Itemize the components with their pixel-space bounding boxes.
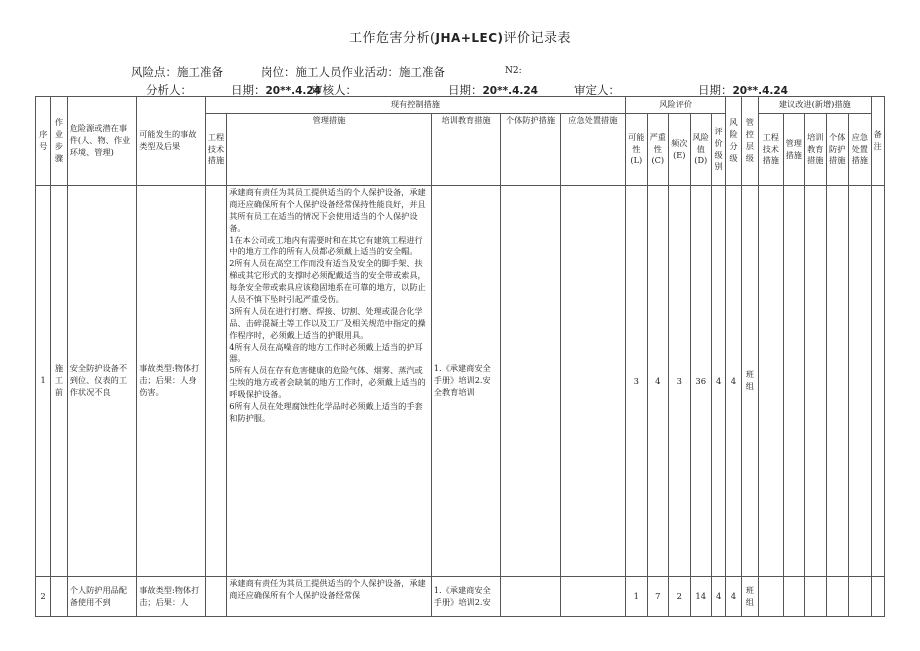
- analyst-label: 分析人：: [146, 83, 192, 97]
- row-ppe: [501, 186, 560, 577]
- row-step: [51, 577, 67, 617]
- col-hazard: 危险源或潜在事件(人、物、作业环境、管理): [67, 97, 137, 186]
- col-seq: 序号: [36, 97, 51, 186]
- row-l: 1: [626, 577, 647, 617]
- col-e: 频次(E): [669, 114, 690, 186]
- row-engineering: [205, 186, 226, 577]
- management-line: 6所有人员在处理腐蚀性化学品时必须戴上适当的手套和防护服。: [229, 401, 423, 423]
- row-d: 36: [690, 186, 711, 577]
- jha-table: [35, 96, 885, 617]
- row-s-ppe: [826, 186, 849, 577]
- row-s-engineering: [759, 577, 784, 617]
- date-3: 日期：20**.4.24: [698, 83, 788, 97]
- row-risk: 4: [726, 577, 741, 617]
- row-e: 2: [669, 577, 690, 617]
- col-s-ppe: 个体防护措施: [826, 114, 849, 186]
- row-ppe: [501, 577, 560, 617]
- col-s-training: 培训教育措施: [805, 114, 826, 186]
- col-d: 风险值(D): [690, 114, 711, 186]
- col-l: 可能性(L): [626, 114, 647, 186]
- col-training: 培训教育措施: [431, 114, 501, 186]
- row-hazard: 个人防护用品配备使用不到: [67, 577, 137, 617]
- date-1: 日期：20**.4.24: [231, 83, 321, 97]
- row-control: 班组: [741, 577, 758, 617]
- row-l: 3: [626, 186, 647, 577]
- management-line: 3所有人员在进行打磨、焊接、切割、处理或混合化学品、击碎混凝土等工作以及工厂及相关规范中指定的操作程序时，必须戴上适当的护眼用具。: [229, 305, 426, 340]
- row-eval: 4: [711, 186, 725, 577]
- row-e: 3: [669, 186, 690, 577]
- row-remark: [871, 577, 884, 617]
- management-line: 2所有人员在高空工作而没有适当及安全的脚手架、扶梯或其它形式的支撑时必须配戴适当的安全带或索具，每条安全带或索具应该稳固地系在可靠的地方，以防止人员不慎下坠时引起严重受伤。: [229, 258, 426, 305]
- row-engineering: [205, 577, 226, 617]
- row-eval: 4: [711, 577, 725, 617]
- page-title: 工作危害分析(JHA+LEC)评价记录表: [348, 31, 572, 46]
- row-s-training: [805, 577, 826, 617]
- col-management: 管理措施: [227, 114, 432, 186]
- row-step: 施工前: [51, 186, 67, 577]
- col-risk-level: 风险分级: [726, 97, 741, 186]
- row-s-emergency: [849, 186, 872, 577]
- row-emergency: [560, 186, 625, 577]
- row-consequence: 事故类型:物体打击；后果：人身伤害。: [137, 186, 206, 577]
- col-s-engineering: 工程技术措施: [759, 114, 784, 186]
- approver-label: 审定人：: [574, 83, 620, 97]
- col-ppe: 个体防护措施: [501, 114, 560, 186]
- row-s-engineering: [759, 186, 784, 577]
- col-s-emergency: 应急处置措施: [849, 114, 872, 186]
- col-step: 作业步骤: [51, 97, 67, 186]
- management-line: 5所有人员在存有危害健康的危险气体、烟雾、蒸汽或尘埃的地方或者会缺氧的地方工作时，必须戴上适当的呼吸保护设备。: [229, 365, 426, 400]
- col-remark: 备注: [871, 97, 884, 186]
- col-risk-eval: 风险评价: [626, 97, 726, 114]
- reviewer-label: 审核人：: [311, 83, 357, 97]
- management-line: 承建商有责任为其员工提供适当的个人保护设备，承建商还应确保所有个人保护设备经常保持性能良好，并且其所有员工在适当的情况下会使用适当的个人保护设备。: [229, 187, 426, 233]
- row-management: [227, 577, 432, 617]
- col-suggest: 建议改进(新增)措施: [759, 97, 872, 114]
- table-row: [36, 577, 885, 617]
- management-line: 4所有人员在高噪音的地方工作时必须戴上适当的护耳器。: [229, 341, 423, 364]
- row-risk: 4: [726, 186, 741, 577]
- management-line: 1在本公司或工地内有需要时和在其它有建筑工程进行中的地方工作的所有人员都必须戴上适当的安全帽。: [229, 234, 423, 257]
- number-label: N2:: [505, 66, 522, 76]
- row-management: [227, 186, 432, 577]
- row-c: 4: [647, 186, 668, 577]
- row-emergency: [560, 577, 625, 617]
- row-s-emergency: [849, 577, 872, 617]
- row-hazard: 安全防护设备不到位、仪表的工作状况不良: [67, 186, 137, 577]
- position-label: 岗位：施工人员作业活动：施工准备: [261, 65, 445, 79]
- row-s-training: [805, 186, 826, 577]
- date-2: 日期：20**.4.24: [448, 83, 538, 97]
- row-remark: [871, 186, 884, 577]
- col-consequence: 可能发生的事故类型及后果: [137, 97, 206, 186]
- col-engineering: 工程技术措施: [205, 114, 226, 186]
- col-control-level: 管控层级: [741, 97, 758, 186]
- management-line: 承建商有责任为其员工提供适当的个人保护设备，承建商还应确保所有个人保护设备经常保: [229, 578, 426, 600]
- row-s-management: [783, 577, 804, 617]
- row-consequence: 事故类型:物体打击；后果：人: [137, 577, 206, 617]
- row-control: 班组: [741, 186, 758, 577]
- col-emergency: 应急处置措施: [560, 114, 625, 186]
- row-seq: 2: [36, 577, 51, 617]
- row-training: 1.《承建商安全手册》培训2.安全教育培训: [431, 186, 501, 577]
- row-s-management: [783, 186, 804, 577]
- risk-point-label: 风险点：施工准备: [131, 65, 223, 79]
- col-eval-level: 评价级别: [711, 114, 725, 186]
- col-existing: 现有控制措施: [205, 97, 625, 114]
- table-row: [36, 186, 885, 577]
- row-training: 1.《承建商安全手册》培训2.安: [431, 577, 501, 617]
- col-c: 严重性(C): [647, 114, 668, 186]
- row-s-ppe: [826, 577, 849, 617]
- col-s-management: 管理措施: [783, 114, 804, 186]
- row-seq: 1: [36, 186, 51, 577]
- row-d: 14: [690, 577, 711, 617]
- row-c: 7: [647, 577, 668, 617]
